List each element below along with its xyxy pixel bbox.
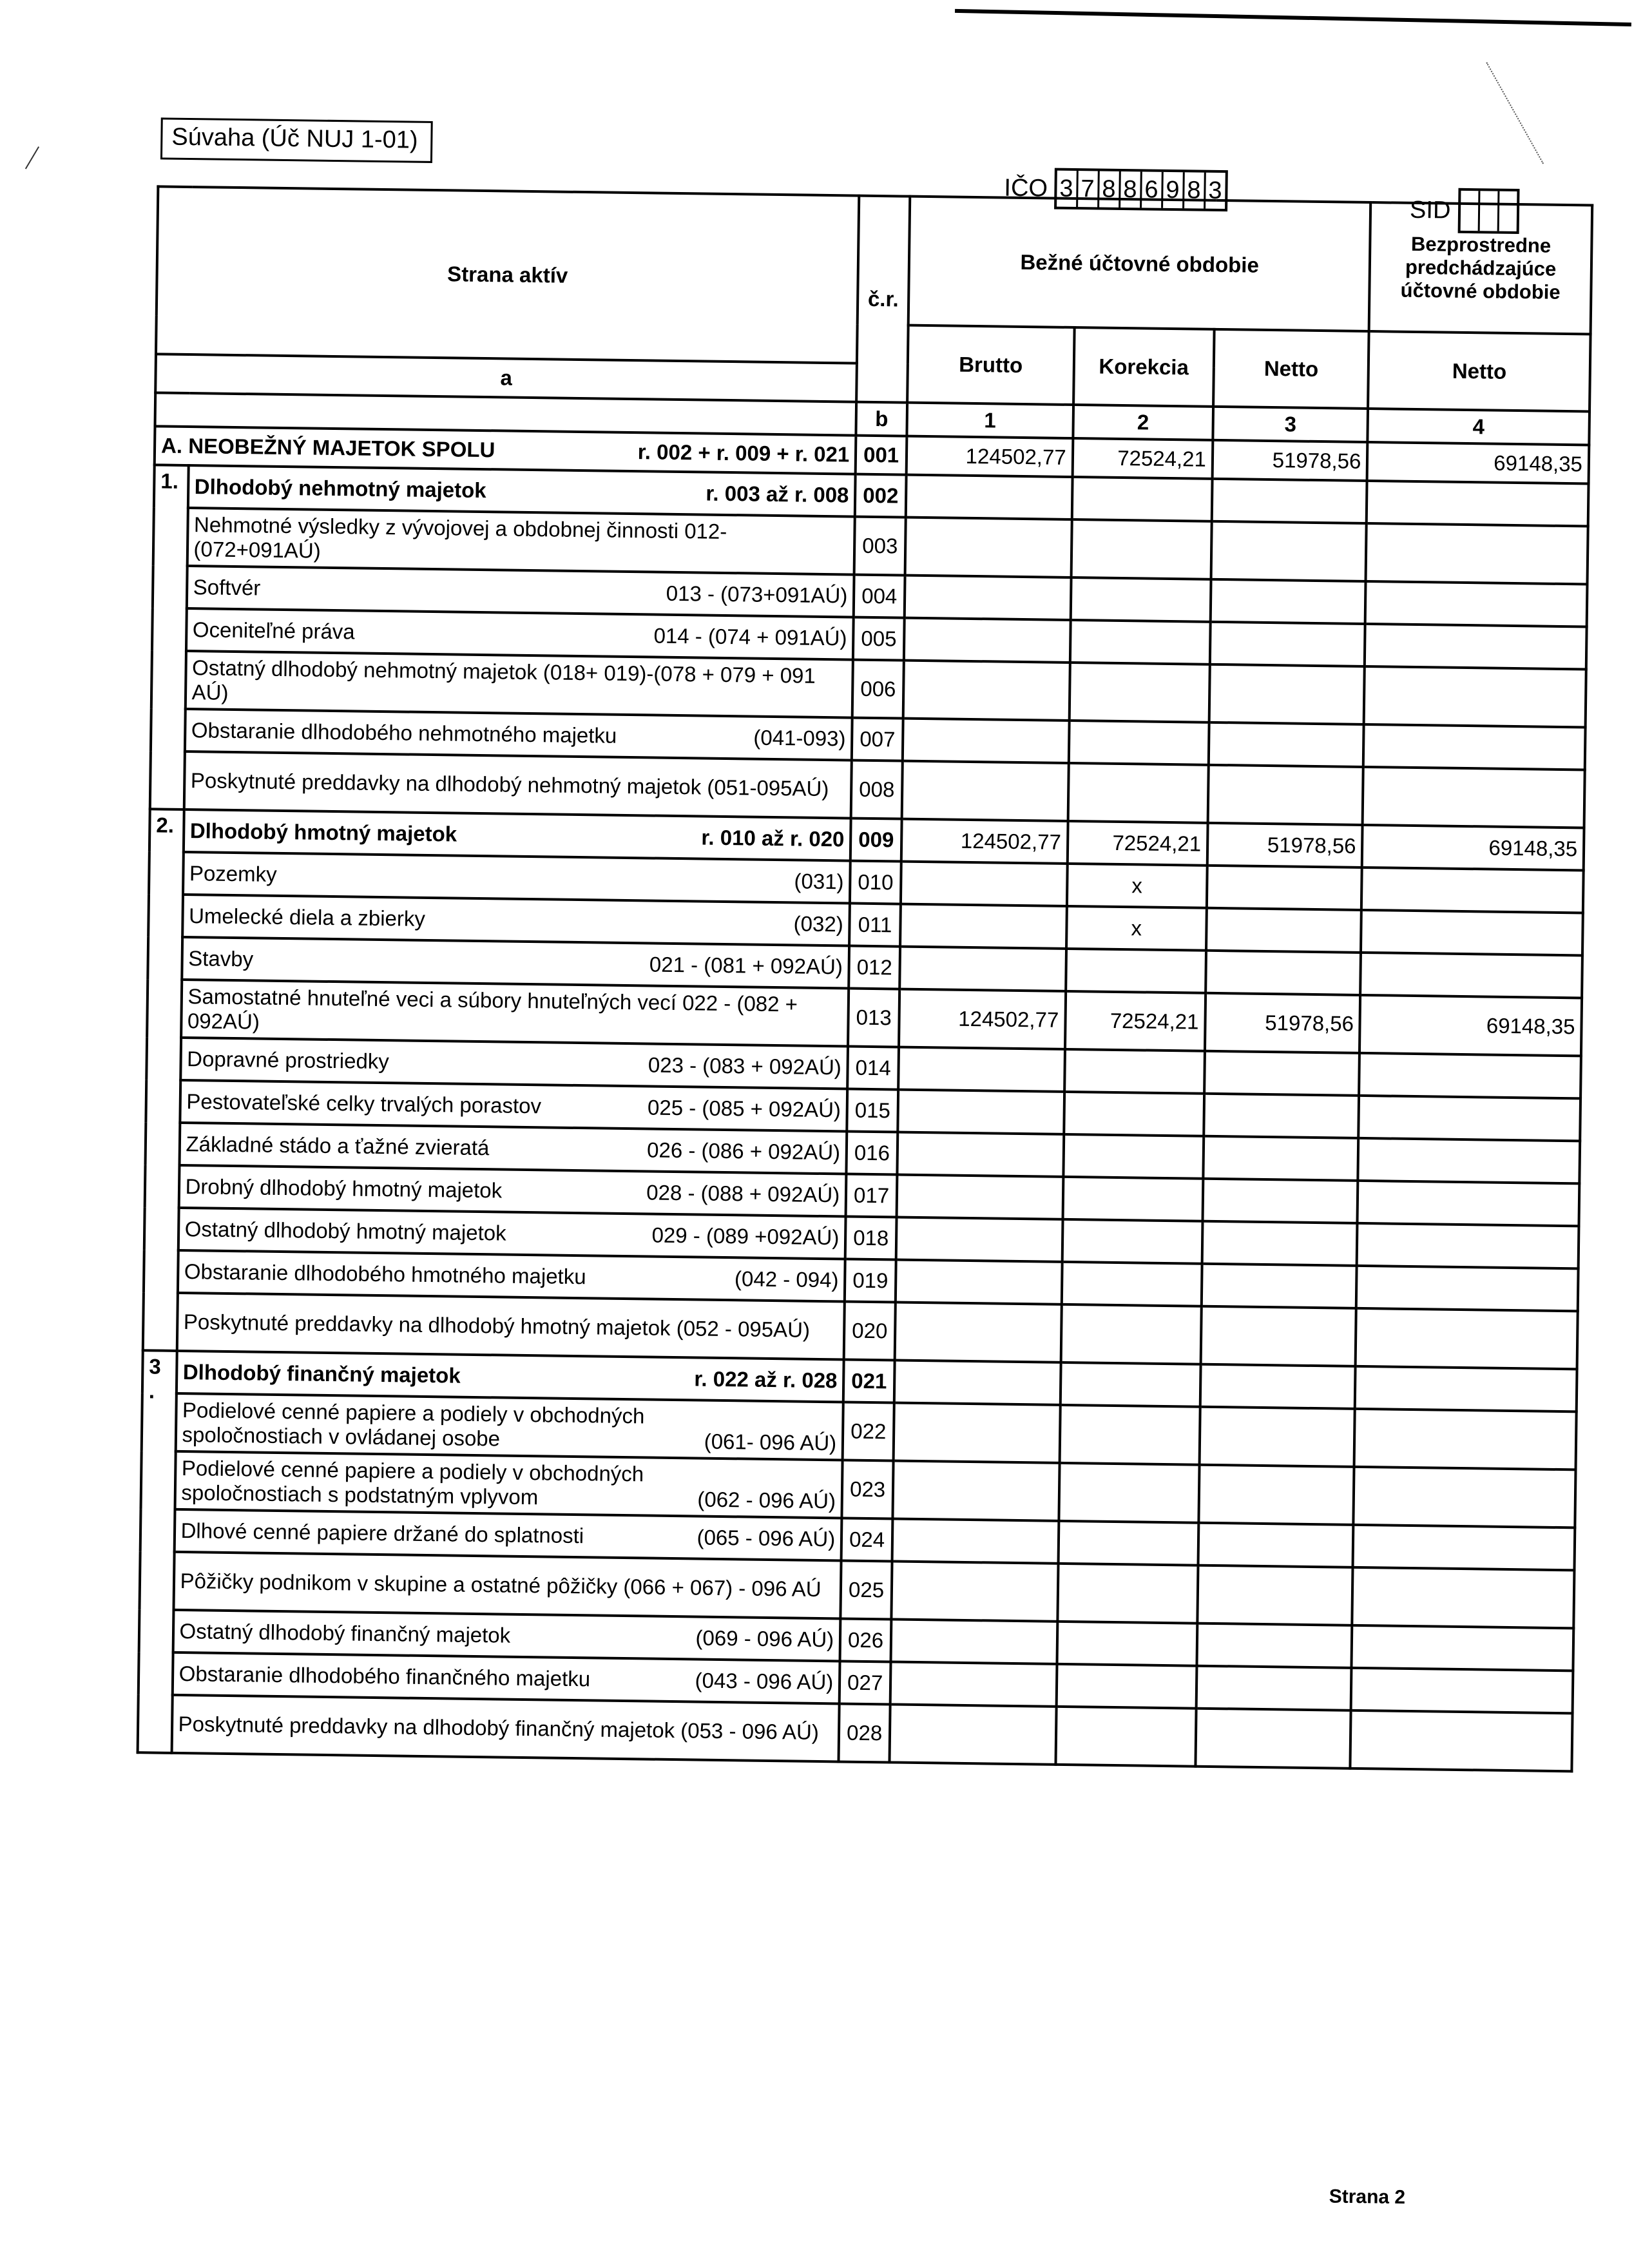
cell-netto-prev[interactable] <box>1354 1409 1577 1469</box>
row-account-code: 028 - (088 + 092AÚ) <box>646 1180 840 1207</box>
row-account-code: r. 022 až r. 028 <box>694 1366 838 1393</box>
row-account-code: (043 - 096 AÚ) <box>695 1668 834 1694</box>
cell-netto[interactable] <box>1202 1221 1358 1266</box>
cell-netto-prev[interactable] <box>1356 1266 1578 1311</box>
cell-brutto[interactable] <box>894 1402 1061 1462</box>
row-label-text: Poskytnuté preddavky na dlhodobý finančný majetok (053 - 096 AÚ) <box>178 1711 820 1745</box>
cell-korekcia[interactable] <box>1064 1049 1205 1094</box>
cell-brutto[interactable] <box>896 1260 1062 1304</box>
cell-brutto[interactable]: 124502,77 <box>899 989 1066 1049</box>
cell-netto-prev[interactable] <box>1361 867 1583 913</box>
row-number: 006 <box>852 660 904 719</box>
row-label-text: Oceniteľné práva <box>192 617 355 644</box>
row-label-text: Poskytnuté preddavky na dlhodobý hmotný majetok (052 - 095AÚ) <box>183 1310 811 1342</box>
cell-netto[interactable] <box>1199 1407 1355 1467</box>
row-label <box>175 1451 843 1518</box>
cell-brutto[interactable] <box>900 904 1066 949</box>
cell-netto[interactable] <box>1198 1465 1354 1525</box>
cell-korekcia[interactable]: 72524,21 <box>1065 991 1206 1051</box>
row-number: 009 <box>850 819 902 862</box>
scan-artifact-mark <box>25 146 39 169</box>
row-number: 024 <box>841 1518 893 1561</box>
cell-brutto[interactable] <box>903 719 1069 763</box>
cell-korekcia[interactable] <box>1071 519 1211 579</box>
row-number: 023 <box>842 1460 894 1518</box>
row-number: 007 <box>852 718 903 761</box>
row-account-code: (031) <box>794 869 844 894</box>
cell-netto[interactable] <box>1203 1136 1358 1181</box>
cell-korekcia[interactable]: x <box>1066 906 1207 951</box>
section-number: 3 . <box>138 1350 177 1753</box>
row-label-text: Ostatný dlhodobý nehmotný majetok (018+ 019)-(078 + 079 + 091 AÚ) <box>191 655 816 704</box>
cell-korekcia[interactable] <box>1069 663 1209 722</box>
cell-korekcia[interactable]: 72524,21 <box>1067 821 1207 866</box>
row-label <box>187 508 855 575</box>
header-row-a: a <box>155 354 857 402</box>
cell-netto[interactable] <box>1207 866 1362 910</box>
cell-korekcia[interactable] <box>1055 1707 1196 1767</box>
cell-brutto[interactable] <box>897 1175 1063 1219</box>
cell-brutto[interactable]: 124502,77 <box>907 436 1073 477</box>
cell-korekcia[interactable] <box>1056 1664 1196 1709</box>
scan-artifact-line <box>955 9 1631 26</box>
cell-netto[interactable]: 51978,56 <box>1207 823 1363 867</box>
cell-brutto[interactable] <box>891 1561 1058 1621</box>
cell-korekcia[interactable] <box>1070 577 1211 622</box>
row-account-code: (041-093) <box>753 725 846 751</box>
row-label-text: Nehmotné výsledky z vývojovej a obdobnej činnosti 012-(072+091AÚ) <box>193 512 727 563</box>
row-number: 019 <box>845 1259 896 1302</box>
row-number: 012 <box>849 946 900 989</box>
row-label-text: Ostatný dlhodobý finančný majetok <box>179 1619 511 1647</box>
cell-netto-prev[interactable] <box>1359 1053 1581 1098</box>
row-number: 020 <box>844 1301 896 1360</box>
cell-netto-prev[interactable] <box>1363 724 1585 770</box>
row-label <box>185 651 853 718</box>
cell-netto[interactable] <box>1208 765 1364 825</box>
row-label <box>177 1293 845 1360</box>
cell-korekcia[interactable] <box>1062 1177 1203 1221</box>
cell-brutto[interactable] <box>896 1217 1062 1262</box>
row-label-text: Ostatný dlhodobý hmotný majetok <box>184 1217 506 1245</box>
cell-brutto[interactable] <box>892 1518 1059 1563</box>
cell-korekcia[interactable] <box>1059 1463 1199 1523</box>
row-label <box>184 751 852 819</box>
ico-digit-cell[interactable]: 8 <box>1184 172 1206 208</box>
header-brutto: Brutto <box>907 325 1074 405</box>
cell-korekcia[interactable]: 72524,21 <box>1072 438 1213 479</box>
cell-netto[interactable] <box>1206 908 1361 953</box>
row-label-text: Dlhové cenné papiere držané do splatnosti <box>180 1518 584 1548</box>
cell-brutto[interactable] <box>898 1047 1064 1092</box>
row-label-text: Obstaranie dlhodobého nehmotného majetku <box>191 718 617 748</box>
ico-digit-cell[interactable]: 9 <box>1163 172 1185 208</box>
scan-artifact-diagonal <box>1486 61 1544 164</box>
cell-netto[interactable] <box>1212 479 1367 523</box>
cell-korekcia[interactable] <box>1061 1262 1202 1306</box>
header-col-4: 4 <box>1368 409 1590 445</box>
cell-netto-prev[interactable] <box>1350 1711 1573 1771</box>
cell-brutto[interactable] <box>890 1662 1057 1706</box>
cell-netto[interactable] <box>1210 622 1365 666</box>
cell-netto-prev[interactable] <box>1353 1525 1575 1570</box>
cell-netto[interactable] <box>1202 1179 1358 1223</box>
cell-brutto[interactable] <box>892 1460 1059 1520</box>
row-label-text: Obstaranie dlhodobého finančného majetku <box>178 1662 591 1691</box>
cell-brutto[interactable]: 124502,77 <box>901 819 1068 864</box>
ico-digit-cell[interactable]: 8 <box>1099 171 1121 208</box>
row-account-code: 023 - (083 + 092AÚ) <box>648 1052 842 1080</box>
row-number: 027 <box>840 1661 891 1704</box>
row-account-code: (042 - 094) <box>734 1266 839 1292</box>
row-account-code: 013 - (073+091AÚ) <box>666 581 848 608</box>
cell-netto-prev[interactable] <box>1352 1567 1575 1628</box>
row-account-code: (065 - 096 AÚ) <box>697 1525 836 1551</box>
header-col-3: 3 <box>1213 407 1368 442</box>
cell-netto[interactable] <box>1206 951 1361 995</box>
cell-brutto[interactable] <box>895 1303 1062 1362</box>
row-account-code: 029 - (089 +092AÚ) <box>651 1223 840 1250</box>
row-number: 015 <box>847 1089 899 1132</box>
cell-brutto[interactable] <box>905 518 1072 577</box>
cell-netto-prev[interactable] <box>1365 581 1587 626</box>
cell-netto-prev[interactable] <box>1352 1625 1573 1671</box>
cell-netto-prev[interactable]: 69148,35 <box>1362 825 1584 870</box>
cell-brutto[interactable] <box>890 1704 1057 1764</box>
cell-korekcia[interactable] <box>1059 1405 1200 1465</box>
cell-netto-prev[interactable] <box>1359 1096 1581 1141</box>
row-label-text: Dopravné prostriedky <box>186 1047 390 1074</box>
row-label-text: A. NEOBEŽNÝ MAJETOK SPOLU <box>160 433 495 462</box>
cell-korekcia[interactable]: x <box>1067 864 1207 908</box>
cell-netto[interactable] <box>1201 1306 1357 1366</box>
cell-netto-prev[interactable]: 69148,35 <box>1360 995 1582 1056</box>
row-label-text: Pestovateľské celky trvalých porastov <box>186 1089 542 1118</box>
header-strana-aktiv: Strana aktív <box>156 186 860 363</box>
page-number: Strana 2 <box>1329 2186 1406 2208</box>
cell-netto-prev[interactable] <box>1361 910 1582 955</box>
row-number: 002 <box>855 474 907 518</box>
cell-netto-prev[interactable] <box>1366 523 1588 584</box>
cell-korekcia[interactable] <box>1057 1622 1197 1666</box>
header-netto-prev: Netto <box>1368 331 1590 411</box>
row-label-text: Podielové cenné papiere a podiely v obchodných spoločnostiach s podstatným vplyvom <box>181 1456 644 1509</box>
row-number: 004 <box>854 575 905 618</box>
row-label-text: Drobný dlhodobý hmotný majetok <box>185 1174 503 1203</box>
row-number: 021 <box>843 1359 895 1402</box>
row-label-text: Obstaranie dlhodobého hmotného majetku <box>184 1259 586 1289</box>
ico-digit-cell[interactable]: 6 <box>1142 171 1164 208</box>
cell-netto[interactable] <box>1196 1623 1352 1668</box>
cell-netto[interactable] <box>1197 1565 1353 1625</box>
row-number: 010 <box>850 861 901 904</box>
cell-korekcia[interactable] <box>1068 763 1208 823</box>
row-account-code: 021 - (081 + 092AÚ) <box>649 952 843 979</box>
cell-netto[interactable] <box>1209 664 1365 724</box>
row-label-text: Dlhodobý hmotný majetok <box>189 819 457 846</box>
cell-korekcia[interactable] <box>1066 949 1206 993</box>
row-account-code: (032) <box>793 911 843 936</box>
row-account-code: (069 - 096 AÚ) <box>695 1625 834 1652</box>
row-account-code: r. 002 + r. 009 + r. 021 <box>637 440 850 467</box>
cell-brutto[interactable] <box>891 1619 1057 1663</box>
row-label-text: Stavby <box>188 946 254 971</box>
cell-netto[interactable] <box>1204 1094 1359 1138</box>
row-label-text: Poskytnuté preddavky na dlhodobý nehmotný majetok (051-095AÚ) <box>190 768 829 801</box>
cell-netto[interactable] <box>1211 521 1367 581</box>
cell-brutto[interactable] <box>894 1361 1061 1405</box>
row-account-code: 014 - (074 + 091AÚ) <box>653 623 847 650</box>
cell-netto-prev[interactable] <box>1363 767 1585 828</box>
row-label <box>171 1695 840 1762</box>
header-row-b: b <box>856 402 907 436</box>
row-number: 011 <box>849 904 901 947</box>
cell-brutto[interactable] <box>897 1132 1063 1177</box>
row-number: 017 <box>846 1174 898 1217</box>
row-number: 028 <box>839 1703 890 1762</box>
ico-label: IČO <box>1004 174 1048 202</box>
row-account-code: r. 003 až r. 008 <box>706 481 849 507</box>
cell-korekcia[interactable] <box>1063 1134 1204 1179</box>
cell-netto[interactable] <box>1204 1051 1360 1096</box>
cell-korekcia[interactable] <box>1057 1564 1198 1623</box>
row-account-code: 026 - (086 + 092AÚ) <box>646 1138 841 1165</box>
cell-netto-prev[interactable] <box>1367 481 1588 526</box>
row-label-text: Dlhodobý nehmotný majetok <box>194 474 486 503</box>
sid-label: SID <box>1409 196 1451 224</box>
cell-brutto[interactable] <box>899 947 1066 991</box>
ico-digit-cell[interactable]: 3 <box>1208 177 1222 204</box>
row-number: 025 <box>841 1560 892 1619</box>
row-number: 022 <box>843 1402 894 1460</box>
cell-netto-prev[interactable] <box>1358 1138 1580 1183</box>
cell-netto-prev[interactable] <box>1351 1668 1573 1713</box>
cell-netto-prev[interactable]: 69148,35 <box>1367 442 1589 483</box>
row-label-text: Podielové cenné papiere a podiely v obchodných spoločnostiach v ovládanej osobe <box>182 1398 645 1451</box>
form-title: Súvaha (Úč NUJ 1-01) <box>160 117 433 163</box>
row-label-text: Pozemky <box>189 861 277 886</box>
header-cr: č.r. <box>856 196 910 403</box>
row-account-code: (062 - 096 AÚ) <box>697 1487 836 1513</box>
row-number: 008 <box>851 761 903 819</box>
section-number: 2. <box>143 809 184 1351</box>
header-col-1: 1 <box>907 403 1073 438</box>
cell-brutto[interactable] <box>902 761 1069 821</box>
cell-netto-prev[interactable] <box>1357 1223 1579 1268</box>
cell-korekcia[interactable] <box>1058 1521 1198 1565</box>
row-account-code: (061- 096 AÚ) <box>704 1429 837 1455</box>
row-label-text: Pôžičky podnikom v skupine a ostatné pôžičky (066 + 067) - 096 AÚ <box>180 1569 822 1602</box>
cell-netto[interactable] <box>1202 1264 1357 1308</box>
cell-korekcia[interactable] <box>1061 1304 1201 1364</box>
cell-brutto[interactable] <box>906 475 1072 519</box>
row-label-text: Základné stádo a ťažné zvieratá <box>186 1132 490 1160</box>
cell-brutto[interactable] <box>901 862 1067 906</box>
cell-brutto[interactable] <box>904 618 1070 663</box>
cell-brutto[interactable] <box>905 576 1071 620</box>
header-netto: Netto <box>1213 329 1369 409</box>
row-label <box>181 980 849 1047</box>
row-number: 003 <box>854 517 906 576</box>
cell-korekcia[interactable] <box>1068 721 1209 765</box>
row-label <box>175 1393 843 1460</box>
cell-netto[interactable] <box>1195 1709 1351 1769</box>
row-number: 005 <box>853 617 905 661</box>
section-number: 1. <box>150 465 189 809</box>
row-number: 016 <box>847 1132 898 1175</box>
row-label-text: Umelecké diela a zbierky <box>188 904 426 931</box>
cell-netto[interactable]: 51978,56 <box>1205 993 1361 1053</box>
cell-netto-prev[interactable] <box>1365 624 1586 669</box>
row-number: 014 <box>847 1047 899 1090</box>
row-label-text: Softvér <box>193 575 261 600</box>
cell-netto[interactable] <box>1196 1666 1352 1711</box>
header-previous-period: Bezprostredne predchádzajúce účtovné obdobie <box>1369 202 1592 334</box>
cell-korekcia[interactable] <box>1060 1362 1200 1407</box>
cell-netto-prev[interactable] <box>1364 666 1586 727</box>
row-label-text: Samostatné hnuteľné veci a súbory hnuteľných vecí 022 - (082 + 092AÚ) <box>187 984 798 1034</box>
cell-netto-prev[interactable] <box>1354 1467 1576 1527</box>
row-account-code: 025 - (085 + 092AÚ) <box>647 1095 841 1122</box>
row-label-text: Dlhodobý finančný majetok <box>182 1360 461 1388</box>
row-number: 001 <box>856 436 907 475</box>
ico-digit-cell[interactable]: 3 <box>1057 171 1079 207</box>
cell-korekcia[interactable] <box>1071 477 1212 521</box>
cell-netto-prev[interactable] <box>1361 953 1582 998</box>
ico-digit-cell[interactable]: 8 <box>1120 171 1142 208</box>
header-col-2: 2 <box>1073 405 1213 440</box>
cell-netto-prev[interactable] <box>1358 1181 1579 1226</box>
cell-netto[interactable] <box>1200 1364 1356 1409</box>
row-number: 013 <box>848 989 899 1047</box>
cell-netto[interactable] <box>1198 1523 1353 1567</box>
cell-korekcia[interactable] <box>1070 620 1211 664</box>
assets-table <box>137 185 1594 1772</box>
cell-korekcia[interactable] <box>1062 1219 1202 1264</box>
cell-korekcia[interactable] <box>1064 1092 1204 1136</box>
cell-netto-prev[interactable] <box>1355 1366 1577 1411</box>
cell-netto-prev[interactable] <box>1356 1308 1578 1369</box>
ico-digit-cell[interactable]: 7 <box>1078 171 1100 207</box>
row-number: 018 <box>845 1216 897 1259</box>
header-korekcia: Korekcia <box>1073 327 1215 407</box>
cell-brutto[interactable] <box>903 661 1070 721</box>
cell-brutto[interactable] <box>898 1090 1064 1134</box>
cell-netto[interactable] <box>1211 579 1366 624</box>
header-current-period: Bežné účtovné obdobie <box>908 197 1371 331</box>
row-number: 026 <box>840 1618 892 1662</box>
row-account-code: r. 010 až r. 020 <box>701 825 845 851</box>
cell-netto[interactable]: 51978,56 <box>1213 440 1368 481</box>
row-label <box>173 1552 841 1619</box>
cell-netto[interactable] <box>1209 722 1364 767</box>
